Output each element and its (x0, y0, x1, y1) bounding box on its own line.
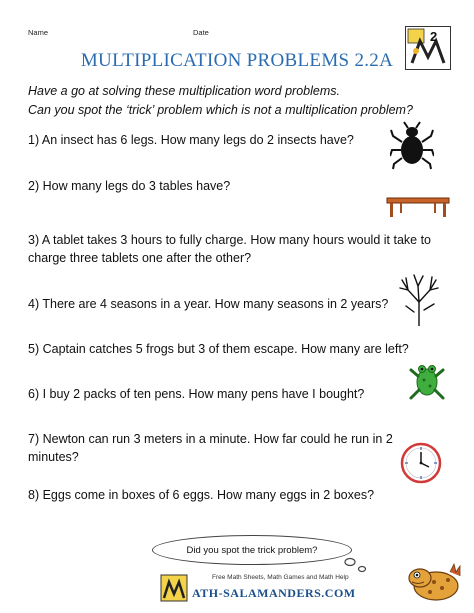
question-text: 7) Newton can run 3 meters in a minute. How far could he run in 2 (28, 432, 393, 446)
frog-icon (408, 358, 446, 402)
question-text: 2) How many legs do 3 tables have? (28, 179, 231, 193)
beetle-icon (390, 120, 434, 170)
question-6 (28, 385, 438, 403)
table-icon (386, 196, 450, 218)
date-label: Date (193, 28, 209, 37)
salamander-icon (406, 550, 466, 606)
clock-icon (400, 442, 442, 484)
site-name[interactable]: ATH-SALAMANDERS.COM (192, 586, 356, 600)
logo-number: 2 (430, 29, 438, 44)
bubble-text: Did you spot the trick problem? (186, 544, 318, 556)
name-label: Name (28, 28, 49, 37)
question-text: 1) An insect has 6 legs. How many legs do 2 insects have? (28, 133, 354, 147)
question-8 (28, 486, 438, 504)
question-text-cont: minutes? (28, 450, 79, 464)
intro-line-1: Have a go at solving these multiplication word problems. (28, 84, 340, 98)
intro-line-2: Can you spot the ‘trick’ problem which is not a multiplication problem? (28, 103, 413, 117)
question-text: 6) I buy 2 packs of ten pens. How many pens have I bought? (28, 387, 365, 401)
trick-question-bubble (152, 535, 352, 565)
question-text: 5) Captain catches 5 frogs but 3 of them escape. How many are left? (28, 342, 409, 356)
footer-brand (160, 570, 380, 604)
question-4 (28, 295, 438, 313)
question-5 (28, 340, 438, 358)
question-text: 8) Eggs come in boxes of 6 eggs. How many eggs in 2 boxes? (28, 488, 375, 502)
bare-tree-icon (396, 272, 442, 326)
page-title: MULTIPLICATION PROBLEMS 2.2A (80, 50, 394, 71)
question-3 (28, 231, 438, 267)
logo-icon (160, 574, 188, 602)
question-text-cont: charge three tablets one after the other? (28, 251, 252, 265)
question-text: 4) There are 4 seasons in a year. How many seasons in 2 years? (28, 297, 389, 311)
footer-tagline: Free Math Sheets, Math Games and Math Help (212, 574, 349, 581)
question-1 (28, 131, 438, 149)
question-2 (28, 177, 438, 195)
question-text: 3) A tablet takes 3 hours to fully charge. How many hours would it take to (28, 233, 431, 247)
question-7 (28, 430, 438, 466)
